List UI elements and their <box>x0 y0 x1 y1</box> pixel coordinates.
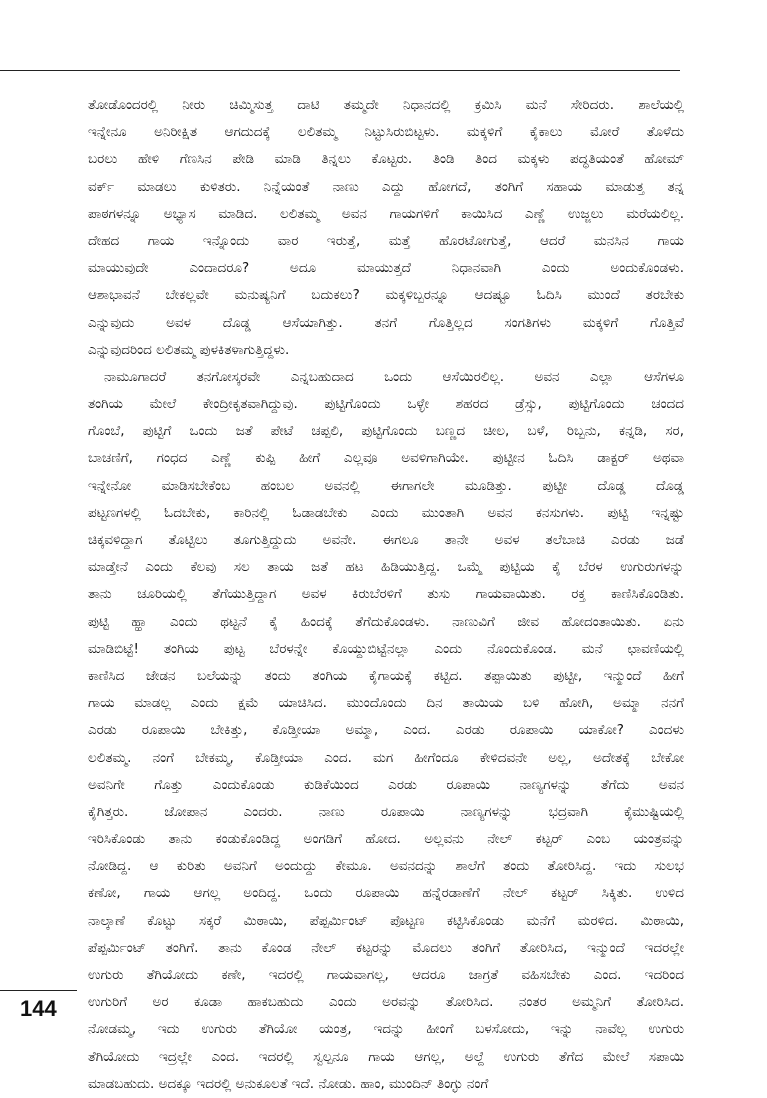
text-line: ಬರಲು ಹೇಳಿ ಗೆಣಸಿನ ಪೇಡಿ ಮಾಡಿ ತಿನ್ನಲು ಕೊಟ್ಟರು. ತಿಂಡಿ ತಿಂದ ಮಕ್ಕಳು ಪದ್ಧತಿಯಂತೆ ಹೋಮ್ <box>88 151 684 168</box>
text-line: ನೋಡಿದ್ದ. ಆ ಕುರಿತು ಅವನಿಗೆ ಅಂದುದ್ದು ಕೇಮೂ. ಅವನದನ್ನು ಶಾಲೆಗೆ ತಂದು ತೋರಿಸಿದ್ದ. ಇದು ಸುಲಭ <box>88 858 684 875</box>
text-line: ಮಾಡ್ತೇನೆ ಎಂದು ಕೆಲವು ಸಲ ತಾಯ ಜತೆ ಹಟ ಹಿಡಿಯುತ್ತಿದ್ದ. ಒಮ್ಮೆ ಪುಟ್ಟಿಯ ಕೈ ಬೆರಳ ಉಗುರುಗಳನ್ನು <box>88 559 684 576</box>
text-line: ಚಿಕ್ಕವಳಿದ್ದಾಗ ತೊಟ್ಟಿಲು ತೂಗುತ್ತಿದ್ದುದು ಅವನೇ. ಈಗಲೂ ತಾನೇ ಅವಳ ತಲೆಬಾಚಿ ಎರಡು ಜಡೆ <box>88 532 684 548</box>
footer-rule <box>0 990 77 991</box>
text-line: ಪಾಠಗಳನ್ನೂ ಅಭ್ಯಾಸ ಮಾಡಿದ. ಲಲಿತಮ್ಮ ಅವನ ಗಾಯಗಳಿಗೆ ಕಾಯಿಸಿದ ಎಣ್ಣೆ ಉಜ್ಜಲು ಮರೆಯಲಿಲ್ಲ. <box>88 205 684 222</box>
text-line: ಪಟ್ಟಣಗಳಲ್ಲಿ ಓದಬೇಕು, ಕಾರಿನಲ್ಲಿ ಓಡಾಡಬೇಕು ಎಂದು ಮುಂತಾಗಿ ಅವನ ಕನಸುಗಳು. ಪುಟ್ಟಿ ಇನ್ನಷ್ಟು <box>88 504 684 521</box>
text-line: ತಂಗಿಯ ಮೇಲೆ ಕೇಂದ್ರೀಕೃತವಾಗಿದ್ದುವು. ಪುಟ್ಟಿಗೊಂದು ಒಳ್ಳೇ ಶಹರದ ಡ್ರೆಸ್ಸು, ಪುಟ್ಟಿಗೊಂದು ಚಂದದ <box>88 396 684 413</box>
text-line: ಬಾಚಣಿಗೆ, ಗಂಧದ ಎಣ್ಣೆ ಕುಪ್ಪಿ ಹೀಗೆ ಎಲ್ಲವೂ ಅವಳಿಗಾಗಿಯೇ. ಪುಟ್ಟೀನ ಓದಿಸಿ ಡಾಕ್ಟರ್ ಅಥವಾ <box>88 450 684 467</box>
text-line: ಉಗುರಿಗೆ ಅರ ಕೂಡಾ ಹಾಕಬಹುದು ಎಂದು ಅರವನ್ನು ತೋರಿಸಿದ. ನಂತರ ಅಮ್ಮನಿಗೆ ತೋರಿಸಿದ. <box>88 994 684 1011</box>
text-line: ನೋಡಮ್ಮ, ಇದು ಉಗುರು ತೆಗಿಯೋ ಯಂತ್ರ, ಇದನ್ನು ಹೀಂಗೆ ಬಳಸೋದು, ಇನ್ನು ನಾವೆಲ್ಲ ಉಗುರು <box>88 1021 684 1038</box>
text-line: ಮಾಯುವುದೇ ಎಂದಾದರೂ? ಅದೂ ಮಾಯುತ್ತದೆ ನಿಧಾನವಾಗಿ ಎಂದು ಅಂದುಕೊಂಡಳು. <box>88 260 684 277</box>
text-line: ಗಾಯ ಮಾಡಲ್ಲ ಎಂದು ಕ್ಷಮೆ ಯಾಚಿಸಿದ. ಮುಂದೊಂದು ದಿನ ತಾಯಿಯ ಬಳಿ ಹೋಗಿ, ಅಮ್ಮಾ ನನಗೆ <box>88 695 684 712</box>
text-line: ಲಲಿತಮ್ಮ. ನಂಗೆ ಬೇಕಮ್ಮ, ಕೊಡ್ತೀಯಾ ಎಂದ. ಮಗ ಹೀಗೆಂದೂ ಕೇಳಿದವನೇ ಅಲ್ಲ, ಅದೇತಕ್ಕೆ ಬೇಕೋ <box>88 749 684 766</box>
text-line: ಇರಿಸಿಕೊಂಡು ತಾನು ಕಂಡುಕೊಂಡಿದ್ದ ಅಂಗಡಿಗೆ ಹೋದ. ಅಲ್ಲವನು ನೇಲ್ ಕಟ್ಟರ್ ಎಂಬ ಯಂತ್ರವನ್ನು <box>88 831 684 848</box>
text-line: ಎರಡು ರೂಪಾಯಿ ಬೇಕಿತ್ತು, ಕೊಡ್ತೀಯಾ ಅಮ್ಮಾ, ಎಂದ. ಎರಡು ರೂಪಾಯಿ ಯಾಕೋ? ಎಂದಳು <box>88 722 684 739</box>
text-line: ಎನ್ನುವುದು ಅವಳ ದೊಡ್ಡ ಆಸೆಯಾಗಿತ್ತು. ತನಗೆ ಗೊತ್ತಿಲ್ಲದ ಸಂಗತಿಗಳು ಮಕ್ಕಳಿಗೆ ಗೊತ್ತಿವೆ <box>88 314 684 331</box>
text-line: ಅವನಿಗೇ ಗೊತ್ತು ಎಂದುಕೊಂಡು ಕುಡಿಕೆಯಿಂದ ಎರಡು ರೂಪಾಯಿ ನಾಣ್ಯಗಳನ್ನು ತೆಗೆದು ಅವನ <box>88 776 684 793</box>
header-rule <box>0 70 680 71</box>
text-line: ಗೊಂಬೆ, ಪುಟ್ಟಿಗೆ ಒಂದು ಜತೆ ಪೇಟೆ ಚಪ್ಪಲಿ, ಪುಟ್ಟಿಗೊಂದು ಬಣ್ಣದ ಚೀಲ, ಬಳೆ, ರಿಬ್ಬನು, ಕನ್ನಡಿ, ಸರ, <box>88 423 684 440</box>
paragraph <box>88 92 684 364</box>
text-line: ದೇಹದ ಗಾಯ ಇನ್ನೊಂದು ವಾರ ಇರುತ್ತೆ, ಮತ್ತೆ ಹೊರಟೋಗುತ್ತೆ, ಆದರೆ ಮನಸಿನ ಗಾಯ <box>88 232 684 249</box>
text-line: ಕಾಣಿಸಿದ ಜೇಡನ ಬಲೆಯನ್ನು ತಂದು ತಂಗಿಯ ಕೈಗಾಯಕ್ಕೆ ಕಟ್ಟಿದ. ತಪ್ಪಾಯಿತು ಪುಟ್ಟೀ, ಇನ್ಮುಂದೆ ಹೀಗೆ <box>88 667 684 684</box>
text-line: ಮಾಡಬಹುದು. ಅದಕ್ಕೂ ಇದರಲ್ಲಿ ಅನುಕೂಲತೆ ಇದೆ. ನೋಡು. ಹಾಂ, ಮುಂದಿನ್ ತಿಂಗ್ಳು ನಂಗೆ <box>88 1075 489 1092</box>
text-line: ತೋಡೊಂದರಲ್ಲಿ ನೀರು ಚಿಮ್ಮಿಸುತ್ತ ದಾಟಿ ತಮ್ಮದೇ ನಿಧಾನದಲ್ಲಿ ಕ್ರಮಿಸಿ ಮನೆ ಸೇರಿದರು. ಶಾಲೆಯಲ್ಲಿ <box>88 97 684 113</box>
body-text <box>88 92 684 1098</box>
text-line: ತಾನು ಚೂರಿಯಲ್ಲಿ ತೆಗೆಯುತ್ತಿದ್ದಾಗ ಅವಳ ಕಿರುಬೆರಳಿಗೆ ತುಸು ಗಾಯವಾಯಿತು. ರಕ್ತ ಕಾಣಿಸಿಕೊಂಡಿತು. <box>88 586 684 603</box>
text-line: ಆಶಾಭಾವನೆ ಬೇಕಲ್ಲವೇ ಮನುಷ್ಯನಿಗೆ ಬದುಕಲು? ಮಕ್ಕಳಿಬ್ಬರನ್ನೂ ಆದಷ್ಟೂ ಓದಿಸಿ ಮುಂದೆ ತರಬೇಕು <box>88 287 684 304</box>
text-line: ಮಾಡಿಬಿಟ್ಟೆ! ತಂಗಿಯ ಪುಟ್ಟ ಬೆರಳನ್ನೇ ಕೊಯ್ದುಬಿಟ್ಟೆನಲ್ಲಾ ಎಂದು ನೊಂದುಕೊಂಡ. ಮನೆ ಛಾವಣಿಯಲ್ಲಿ <box>88 640 684 657</box>
text-line: ಇನ್ನೇನೂ ಅನಿರೀಕ್ಷಿತ ಆಗದುದಕ್ಕೆ ಲಲಿತಮ್ಮ ನಿಟ್ಟುಸಿರುಬಿಟ್ಟಳು. ಮಕ್ಕಳಿಗೆ ಕೈಕಾಲು ಮೋರೆ ತೊಳೆದು <box>88 124 684 141</box>
text-line: ಉಗುರು ತೆಗಿಯೋದು ಕಣೇ, ಇದರಲ್ಲಿ ಗಾಯವಾಗಲ್ಲ, ಆದರೂ ಜಾಗ್ರತೆ ವಹಿಸಬೇಕು ಎಂದ. ಇದರಿಂದ <box>88 967 684 983</box>
paragraph <box>88 364 684 1098</box>
text-line: ಇನ್ನೇನೋ ಮಾಡಿಸಬೇಕೆಂಬ ಹಂಬಲ ಅವನಲ್ಲಿ ಈಗಾಗಲೇ ಮೂಡಿತ್ತು. ಪುಟ್ಟೀ ದೊಡ್ಡ ದೊಡ್ಡ <box>88 477 684 494</box>
text-line: ನಾಮೂಗಾದರೆ ತನಗೋಸ್ಕರವೇ ಎನ್ನಬಹುದಾದ ಒಂದು ಆಸೆಯಿರಲಿಲ್ಲ. ಅವನ ಎಲ್ಲಾ ಆಸೆಗಳೂ <box>104 368 684 385</box>
text-line: ನಾಲ್ಕಾಣೆ ಕೊಟ್ಟು ಸಕ್ಕರೆ ಮಿಠಾಯಿ, ಪೆಪ್ಪರ್ಮಿಂಟ್ ಪೊಟ್ಟಣ ಕಟ್ಟಿಸಿಕೊಂಡು ಮನೆಗೆ ಮರಳಿದ. ಮಿಠಾಯಿ, <box>88 912 684 929</box>
text-line: ತೆಗಿಯೋದು ಇದ್ರಲ್ಲೇ ಎಂದ. ಇದರಲ್ಲಿ ಸ್ವಲ್ಪನೂ ಗಾಯ ಆಗಲ್ಲ, ಅಲ್ದೆ ಉಗುರು ತೆಗೆದ ಮೇಲೆ ಸಪಾಯಿ <box>88 1048 684 1065</box>
text-line: ಪುಟ್ಟಿ ಹ್ಹಾ ಎಂದು ಥಟ್ಟನೆ ಕೈ ಹಿಂದಕ್ಕೆ ತೆಗೆದುಕೊಂಡಳು. ನಾಣುವಿಗೆ ಜೀವ ಹೋದಂತಾಯಿತು. ಏನು <box>88 613 684 630</box>
text-line: ವರ್ಕ್ ಮಾಡಲು ಕುಳಿತರು. ನಿನ್ನೆಯಂತೆ ನಾಣು ಎದ್ದು ಹೋಗದೆ, ತಂಗಿಗೆ ಸಹಾಯ ಮಾಡುತ್ತ ತನ್ನ <box>88 178 684 195</box>
text-line: ಕೈಗಿತ್ತರು. ಜೋಪಾನ ಎಂದರು. ನಾಣು ರೂಪಾಯಿ ನಾಣ್ಯಗಳನ್ನು ಭದ್ರವಾಗಿ ಕೈಮುಷ್ಟಿಯಲ್ಲಿ <box>88 803 684 820</box>
text-line: ಎನ್ನುವುದರಿಂದ ಲಲಿತಮ್ಮ ಪುಳಕಿತಳಾಗುತ್ತಿದ್ದಳು. <box>88 341 290 358</box>
text-line: ಕಣೋ, ಗಾಯ ಆಗಲ್ಲ ಅಂದಿದ್ದ. ಒಂದು ರೂಪಾಯಿ ಹನ್ನೆರಡಾಣೆಗೆ ನೇಲ್ ಕಟ್ಟರ್ ಸಿಕ್ಕಿತು. ಉಳಿದ <box>88 885 684 902</box>
page-number: 144 <box>20 996 57 1021</box>
text-line: ಪೆಪ್ಪರ್ಮಿಂಟ್ ತಂಗಿಗೆ. ತಾನು ಕೊಂಡ ನೇಲ್ ಕಟ್ಟರನ್ನು ಮೊದಲು ತಂಗಿಗೆ ತೋರಿಸಿದ, ಇನ್ಮುಂದೆ ಇದರಲ್ಲೇ <box>88 939 684 956</box>
